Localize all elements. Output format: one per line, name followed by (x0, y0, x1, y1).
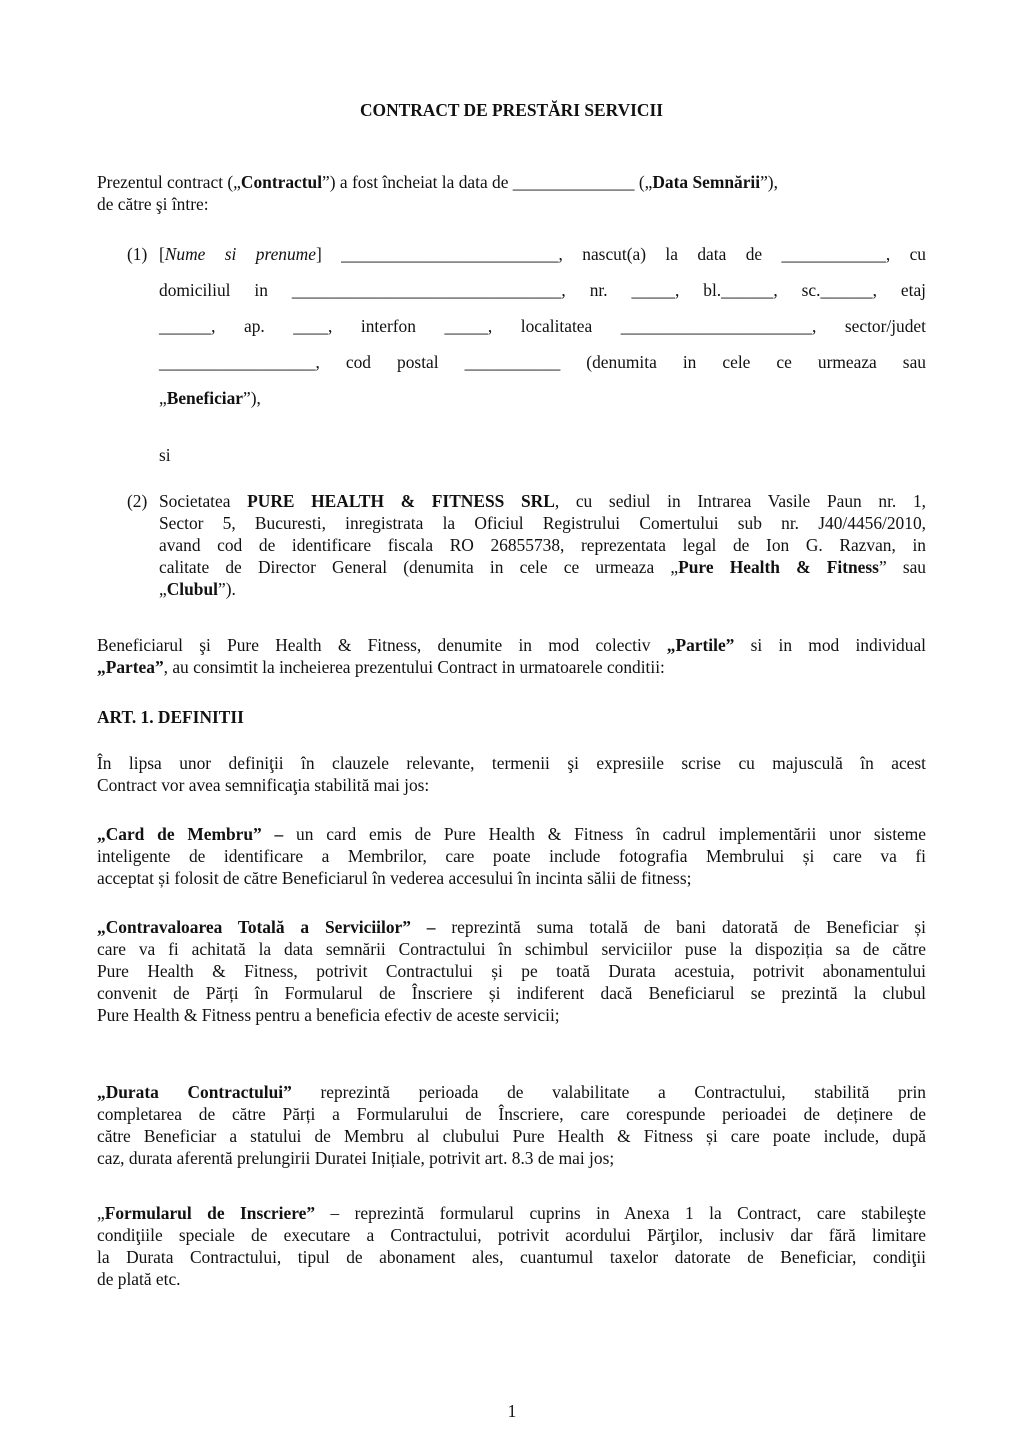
party-1-line-5: „Beneficiar”), (159, 388, 261, 408)
party-2-body (159, 490, 926, 600)
definition-card-line-2: inteligente de identificare a Membrilor, care poate include fotografia Membrului și care va fi (97, 846, 926, 866)
definition-card-line-3: acceptat și folosit de către Beneficiarul în vederea accesului în incinta sălii de fitness; (97, 868, 692, 888)
party-2-line-4: calitate de Director General (denumita in cele ce urmeaza „Pure Health & Fitness” sau (159, 557, 927, 577)
definition-contravaloare-line-4: convenit de Părți în Formularul de Înscriere și indiferent dacă Beneficiarul se prezintă la clubul (97, 983, 926, 1003)
company-name: PURE HEALTH & FITNESS SRL (247, 491, 555, 511)
definition-durata-line-2: completarea de către Părți a Formularului de Înscriere, care corespunde perioadei de deținere de (97, 1104, 926, 1124)
definition-durata-line-1: „Durata Contractului” reprezintă perioada de valabilitate a Contractului, stabilită prin (97, 1082, 926, 1102)
article-1-intro-line-2: Contract vor avea semnificaţia stabilită mai jos: (97, 775, 430, 795)
partea-term: „Partea” (97, 657, 164, 677)
clubul-term: Clubul (166, 579, 218, 599)
definition-term: „Durata Contractului” (97, 1082, 292, 1102)
definition-card-de-membru (97, 823, 926, 889)
party-2-line-2: Sector 5, Bucuresti, inregistrata la Oficiul Registrului Comertului sub nr. J40/4456/2010, (159, 513, 926, 533)
intro-line-1: Prezentul contract („Contractul”) a fost încheiat la data de ______________ („Data Semnării”), (97, 172, 778, 192)
party-1-line-3: ______, ap. ____, interfon _____, localitatea ______________________, sector/judet (159, 316, 926, 336)
definition-card-line-1: „Card de Membru” – un card emis de Pure Health & Fitness în cadrul implementării unor sisteme (97, 824, 926, 844)
definition-formular-line-4: de plată etc. (97, 1269, 181, 1289)
definition-term: „Card de Membru” – (97, 824, 284, 844)
parties-line-2: „Partea”, au consimtit la incheierea prezentului Contract in urmatoarele conditii: (97, 657, 665, 677)
party-1-line-2: domiciliul in _______________________________, nr. _____, bl.______, sc.______, etaj (159, 280, 926, 300)
party-2-number: (2) (127, 491, 148, 511)
intro-paragraph (97, 171, 926, 215)
definition-contravaloare-line-3: Pure Health & Fitness, potrivit Contractului și pe toată Durata acestuia, potrivit abonamentului (97, 961, 926, 981)
definition-contravaloare-line-5: Pure Health & Fitness pentru a beneficia efectiv de aceste servicii; (97, 1005, 560, 1025)
definition-term: „Contravaloarea Totală a Serviciilor” – (97, 917, 436, 937)
contractul-term: Contractul (240, 172, 323, 192)
definition-durata-contractului (97, 1081, 926, 1169)
definition-durata-line-4: caz, durata aferentă prelungirii Duratei Inițiale, potrivit art. 8.3 de mai jos; (97, 1148, 615, 1168)
definition-formular-line-1: „Formularul de Inscriere” – reprezintă formularul cuprins in Anexa 1 la Contract, care stabileşte (97, 1203, 926, 1223)
article-1-intro-line-1: În lipsa unor definiţii în clauzele relevante, termenii şi expresiile scrise cu majusculă în acest (97, 753, 926, 773)
intro-line-2: de către şi între: (97, 194, 209, 214)
parties-paragraph (97, 634, 926, 678)
definition-formularul-de-inscriere (97, 1202, 926, 1290)
data-semnarii-term: Data Semnării (652, 172, 761, 192)
definition-formular-line-3: la Durata Contractului, tipul de abonament ales, cuantumul taxelor datorate de Beneficiar, condiţii (97, 1247, 926, 1267)
article-1-heading: ART. 1. DEFINITII (97, 707, 244, 727)
party-1-body (159, 243, 926, 423)
pure-health-term: Pure Health & Fitness (678, 557, 879, 577)
definition-contravaloare-line-1: „Contravaloarea Totală a Serviciilor” – reprezintă suma totală de bani datorată de Beneficiar și (97, 917, 926, 937)
party-1-line-1: [Nume si prenume] _________________________, nascut(a) la data de ____________, cu (159, 244, 926, 264)
document-title: CONTRACT DE PRESTĂRI SERVICII (360, 100, 663, 120)
party-2-line-3: avand cod de identificare fiscala RO 26855738, reprezentata legal de Ion G. Razvan, in (159, 535, 926, 555)
party-1-line-4: __________________, cod postal ___________ (denumita in cele ce urmeaza sau (159, 352, 926, 372)
definition-durata-line-3: către Beneficiar a statului de Membru al clubului Pure Health & Fitness și care poate include, după (97, 1126, 926, 1146)
definition-formular-line-2: condiţiile speciale de executare a Contractului, potrivit acordului Părţilor, inclusiv dar fără limitare (97, 1225, 926, 1245)
parties-line-1: Beneficiarul şi Pure Health & Fitness, denumite in mod colectiv „Partile” si in mod individual (97, 635, 926, 655)
partile-term: „Partile” (666, 635, 735, 655)
definition-contravaloarea (97, 916, 926, 1026)
name-placeholder: Nume si prenume (164, 244, 316, 264)
page-number: 1 (507, 1401, 517, 1421)
beneficiar-term: Beneficiar (166, 388, 244, 408)
article-1-intro (97, 752, 926, 796)
party-2-line-5: „Clubul”). (159, 579, 236, 599)
party-separator: si (159, 445, 171, 465)
party-1-number: (1) (127, 244, 148, 264)
definition-term: Formularul de Inscriere” (104, 1203, 316, 1223)
definition-contravaloare-line-2: care va fi achitată la data semnării Contractului în schimbul serviciilor puse la dispoziția sa de către (97, 939, 926, 959)
party-2-line-1: Societatea PURE HEALTH & FITNESS SRL, cu sediul in Intrarea Vasile Paun nr. 1, (159, 491, 926, 511)
